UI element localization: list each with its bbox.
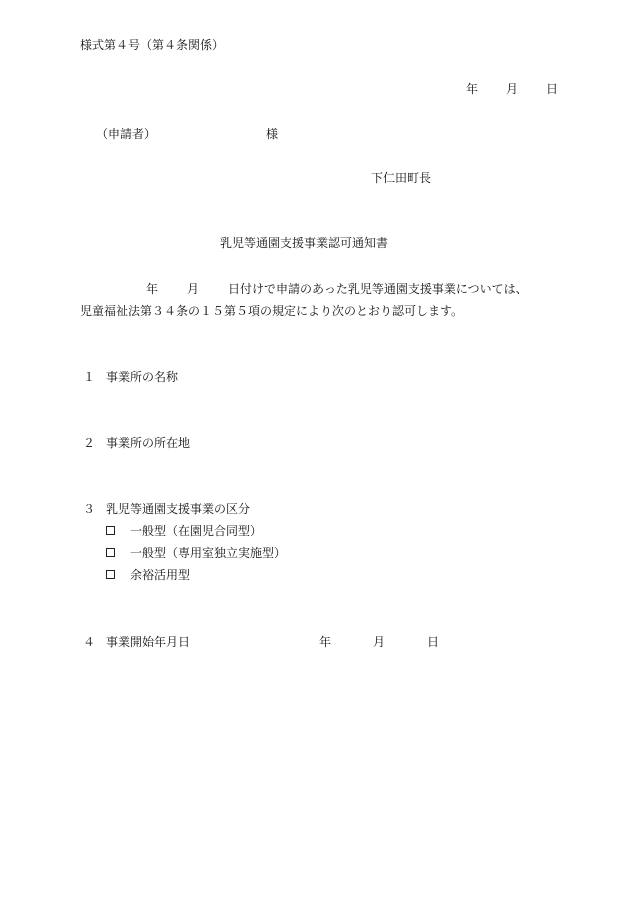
applicant-honorific: 様 [266,127,279,141]
document-title: 乳児等通園支援事業認可通知書 [220,236,389,250]
category-checkbox-2[interactable] [106,548,115,557]
body-line-1 [0,283,630,297]
body-line-2: 児童福祉法第３４条の１５第５項の規定により次のとおり認可します。 [80,304,464,318]
body-year-label: 年 [146,282,159,296]
item-label-start-date: 事業開始年月日 [106,635,191,649]
item-label-facility-name: 事業所の名称 [106,370,179,384]
start-year-label: 年 [319,635,332,649]
notice-date-line [0,83,630,97]
start-month-label: 月 [373,635,386,649]
item-number: １ [83,370,96,384]
notice-year-label: 年 [466,82,479,96]
body-line-1-text: 日付けで申請のあった乳児等通園支援事業については、 [228,282,528,296]
category-option-label: 一般型（専用室独立実施型） [130,546,287,560]
start-date-line [0,636,630,650]
notice-day-label: 日 [546,82,559,96]
start-day-label: 日 [427,635,440,649]
notice-month-label: 月 [506,82,519,96]
category-checkbox-3[interactable] [106,570,115,579]
issuer-name: 下仁田町長 [371,171,432,185]
item-label-facility-address: 事業所の所在地 [106,436,191,450]
category-checkbox-1[interactable] [106,526,115,535]
applicant-label: （申請者） [96,127,157,141]
body-month-label: 月 [187,282,200,296]
item-number: ２ [83,436,96,450]
category-option-label: 余裕活用型 [130,568,191,582]
item-number: ３ [83,502,96,516]
form-number-header: 様式第４号（第４条関係） [80,38,225,52]
item-number: ４ [83,635,96,649]
item-label-service-category: 乳児等通園支援事業の区分 [106,502,251,516]
category-option-label: 一般型（在園児合同型） [130,524,263,538]
